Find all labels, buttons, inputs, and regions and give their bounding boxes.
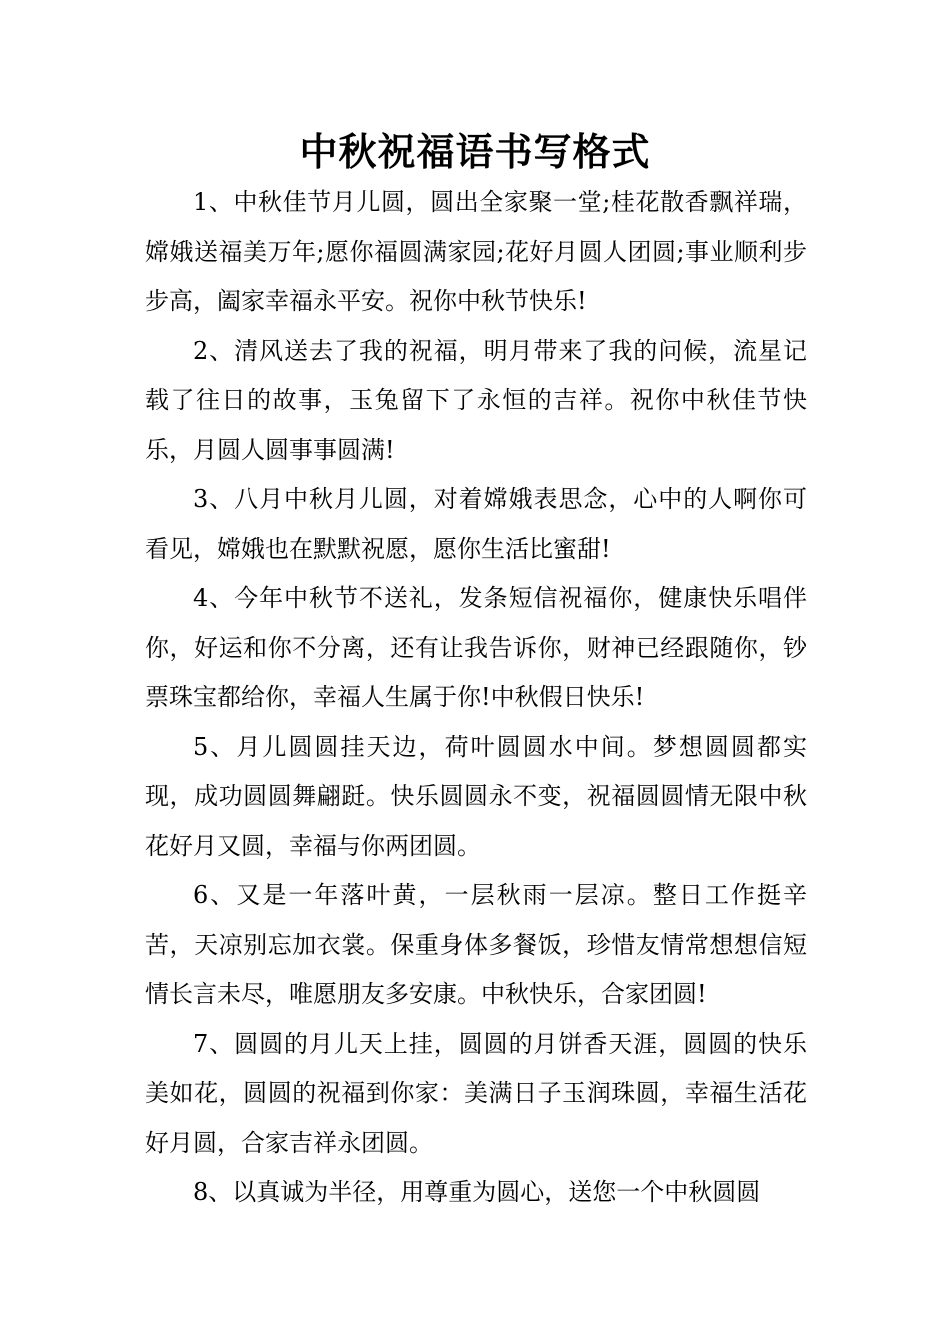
document-body	[145, 178, 807, 1218]
document-title: 中秋祝福语书写格式	[299, 129, 651, 174]
paragraph-4: 4、今年中秋节不送礼，发条短信祝福你，健康快乐唱伴你，好运和你不分离，还有让我告诉你，财神已经跟随你，钞票珠宝都给你，幸福人生属于你!中秋假日快乐!	[145, 584, 807, 711]
paragraph-3: 3、八月中秋月儿圆，对着嫦娥表思念，心中的人啊你可看见，嫦娥也在默默祝愿，愿你生活比蜜甜!	[145, 485, 807, 563]
paragraph-2: 2、清风送去了我的祝福，明月带来了我的问候，流星记载了往日的故事，玉兔留下了永恒的吉祥。祝你中秋佳节快乐，月圆人圆事事圆满!	[145, 336, 807, 464]
paragraph-8: 8、以真诚为半径，用尊重为圆心，送您一个中秋圆圆	[193, 1178, 761, 1206]
paragraph-7: 7、圆圆的月儿天上挂，圆圆的月饼香天涯，圆圆的快乐美如花，圆圆的祝福到你家：美满日子玉润珠圆，幸福生活花好月圆，合家吉祥永团圆。	[145, 1029, 807, 1157]
paragraph-6: 6、又是一年落叶黄，一层秋雨一层凉。整日工作挺辛苦，天凉别忘加衣裳。保重身体多餐饭，珍惜友情常想想信短情长言未尽，唯愿朋友多安康。中秋快乐，合家团圆!	[145, 881, 807, 1008]
paragraph-5: 5、月儿圆圆挂天边，荷叶圆圆水中间。梦想圆圆都实现，成功圆圆舞翩跹。快乐圆圆永不变，祝福圆圆情无限中秋花好月又圆，幸福与你两团圆。	[145, 732, 807, 860]
paragraph-1: 1、中秋佳节月儿圆，圆出全家聚一堂;桂花散香飘祥瑞，嫦娥送福美万年;愿你福圆满家园;花好月圆人团圆;事业顺利步步高，阖家幸福永平安。祝你中秋节快乐!	[145, 188, 807, 315]
